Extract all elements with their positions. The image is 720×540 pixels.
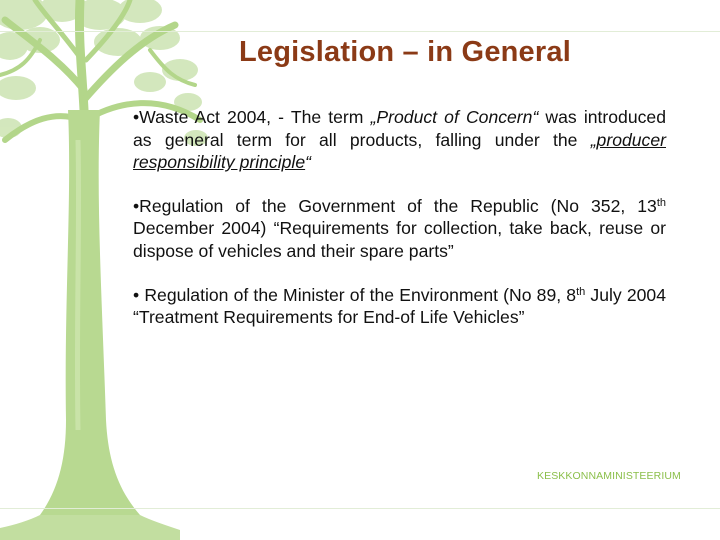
bullet-marker: • [133, 284, 140, 305]
bullet-government-regulation: •Regulation of the Government of the Republic (No 352, 13th December 2004) “Requirements for collection, take back, reuse or dispose of vehicles and their spare parts” [133, 195, 666, 261]
producer-responsibility-principle: „producer responsibility principle [133, 129, 666, 173]
top-rule [0, 31, 720, 32]
term-product-of-concern: „Product of Concern“ [370, 107, 539, 127]
bullet-minister-regulation: • Regulation of the Minister of the Environment (No 89, 8th July 2004 “Treatment Requirements for End-of Life Vehicles” [133, 284, 666, 328]
slide-title: Legislation – in General [239, 36, 571, 68]
bullet-marker: • [133, 195, 140, 216]
bottom-rule [0, 508, 720, 509]
slide-content [133, 106, 666, 350]
bullet-marker: • [133, 107, 140, 127]
ministry-logo: KESKKONNAMINISTEERIUM [537, 470, 681, 482]
bullet-waste-act: •Waste Act 2004, - The term „Product of Concern“ was introduced as general term for all products, falling under the „producer responsibility principle“ [133, 107, 666, 173]
